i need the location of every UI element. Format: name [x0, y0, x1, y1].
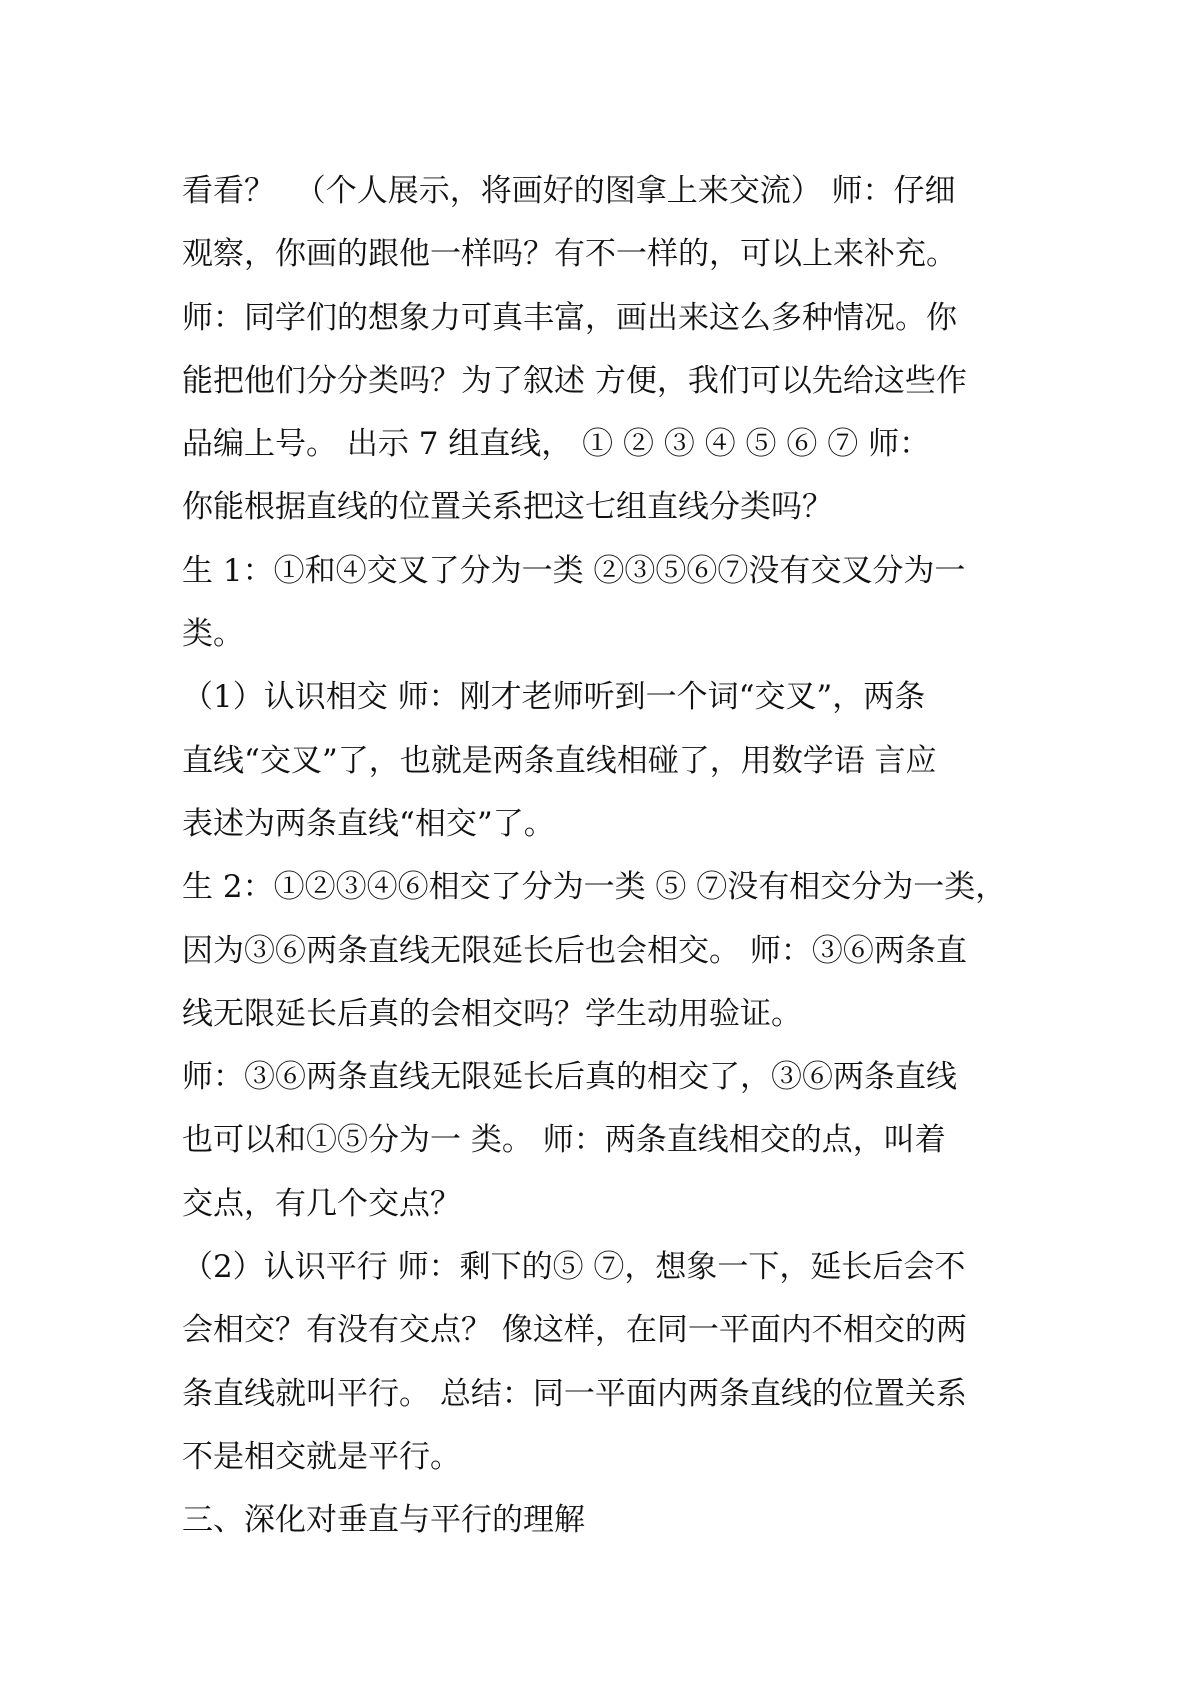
text-line: 交点，有几个交点？ [182, 1185, 461, 1222]
text-line: 观察，你画的跟他一样吗？有不一样的，可以上来补充。 [182, 236, 957, 273]
text-line: 直线“交叉”了，也就是两条直线相碰了，用数学语 言应 [182, 742, 937, 779]
text-line: 会相交？有没有交点？ 像这样，在同一平面内不相交的两 [182, 1312, 967, 1349]
text-line: 品编上号。 出示 7 组直线， ① ② ③ ④ ⑤ ⑥ ⑦ 师： [182, 426, 931, 463]
document-body [182, 160, 1017, 1553]
text-line: 也可以和①⑤分为一 类。 师：两条直线相交的点，叫着 [182, 1122, 946, 1159]
text-line: 看看？ （个人展示，将画好的图拿上来交流） 师：仔细 [182, 173, 956, 209]
text-line: 师：③⑥两条直线无限延长后真的相交了，③⑥两条直线 [182, 1059, 957, 1096]
text-line: 线无限延长后真的会相交吗？学生动用验证。 [182, 995, 802, 1032]
text-line: （2）认识平行 师：剩下的⑤ ⑦，想象一下，延长后会不 [182, 1249, 966, 1286]
text-line: （1）认识相交 师：刚才老师听到一个词“交叉”，两条 [182, 679, 926, 716]
text-line: 你能根据直线的位置关系把这七组直线分类吗？ [182, 489, 833, 526]
text-line: 师：同学们的想象力可真丰富，画出来这么多种情况。你 [182, 299, 957, 336]
section-heading: 三、深化对垂直与平行的理解 [182, 1502, 585, 1539]
text-line: 生 2：①②③④⑥相交了分为一类 ⑤ ⑦没有相交分为一类， [182, 869, 1007, 906]
text-line: 能把他们分分类吗？为了叙述 方便，我们可以先给这些作 [182, 362, 967, 399]
text-line: 不是相交就是平行。 [182, 1438, 461, 1475]
text-line: 生 1：①和④交叉了分为一类 ②③⑤⑥⑦没有交叉分为一 [182, 552, 966, 589]
text-line: 表述为两条直线“相交”了。 [182, 805, 555, 842]
text-line: 条直线就叫平行。 总结：同一平面内两条直线的位置关系 [182, 1375, 967, 1412]
text-line: 类。 [182, 616, 244, 653]
text-line: 因为③⑥两条直线无限延长后也会相交。 师：③⑥两条直 [182, 932, 967, 969]
